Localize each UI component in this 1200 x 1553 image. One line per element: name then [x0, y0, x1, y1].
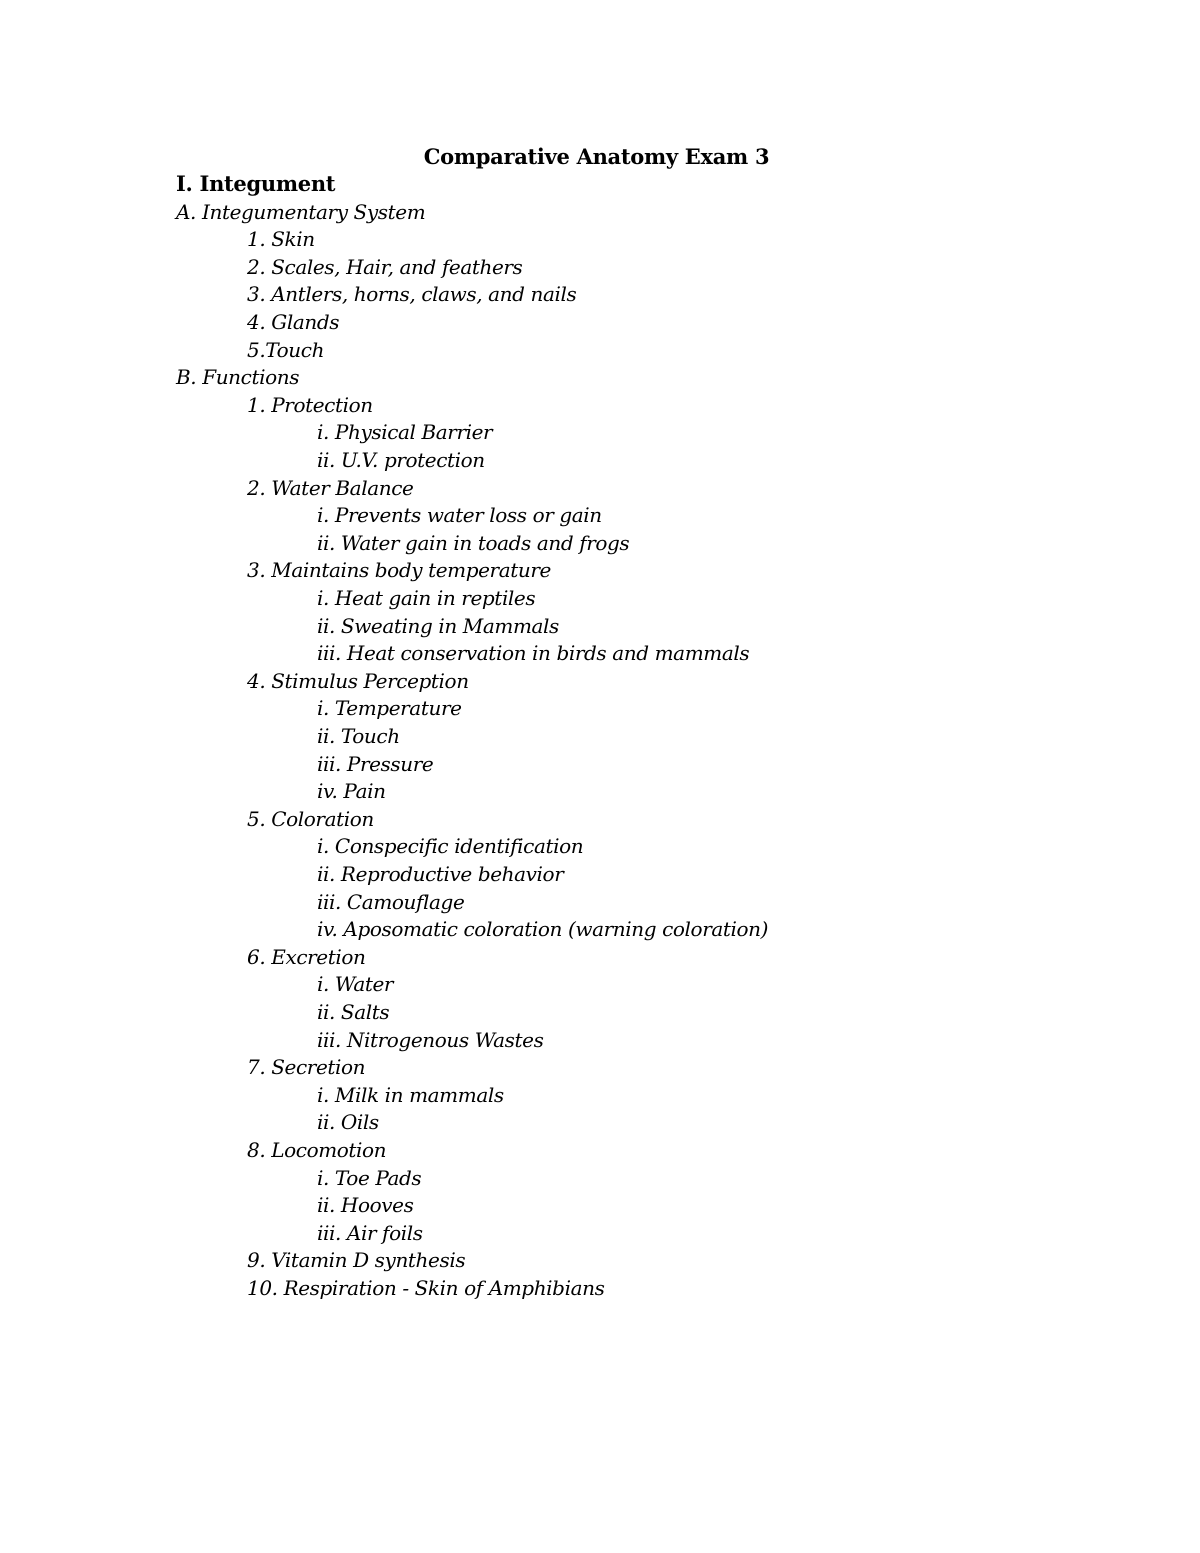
outline-subitem: i. Conspecific identification: [317, 834, 584, 859]
outline-item: 1. Skin: [247, 227, 315, 252]
outline-item: 5.Touch: [247, 337, 325, 362]
outline-subitem: i. Milk in mammals: [317, 1082, 504, 1107]
subsection-heading: B. Functions: [176, 365, 300, 390]
outline-item: 7. Secretion: [247, 1055, 366, 1080]
outline-subitem: ii. Salts: [317, 1000, 390, 1024]
outline-subitem: ii. Sweating in Mammals: [317, 613, 559, 638]
outline-subitem: i. Temperature: [317, 696, 462, 721]
section-heading: I. Integument: [176, 171, 336, 196]
outline-item: 5. Coloration: [247, 806, 374, 831]
outline-item: 6. Excretion: [247, 944, 366, 969]
outline-item: 1. Protection: [247, 392, 373, 417]
outline-subitem: iii. Camouflage: [317, 889, 465, 914]
subsection-heading: A. Integumentary System: [176, 199, 426, 224]
outline-subitem: i. Prevents water loss or gain: [317, 503, 602, 528]
outline-subitem: ii. U.V. protection: [317, 448, 485, 472]
outline-subitem: iii. Air foils: [317, 1220, 423, 1245]
outline-item: 3. Maintains body temperature: [247, 558, 551, 583]
outline-subitem: iii. Pressure: [317, 751, 434, 776]
outline-item: 3. Antlers, horns, claws, and nails: [247, 282, 577, 307]
outline-subitem: i. Physical Barrier: [317, 420, 493, 445]
outline-subitem: i. Heat gain in reptiles: [317, 586, 536, 610]
outline-item: 10. Respiration - Skin of Amphibians: [247, 1276, 605, 1300]
outline-subitem: iii. Heat conservation in birds and mammals: [317, 641, 750, 666]
outline-subitem: iv. Aposomatic coloration (warning coloration): [317, 917, 769, 942]
outline-subitem: iii. Nitrogenous Wastes: [317, 1027, 544, 1052]
outline-item: 4. Stimulus Perception: [247, 668, 469, 693]
outline-subitem: i. Water: [317, 972, 394, 997]
outline-item: 2. Scales, Hair, and feathers: [247, 254, 523, 279]
outline-subitem: ii. Touch: [317, 724, 400, 748]
outline-subitem: ii. Hooves: [317, 1193, 414, 1218]
outline-subitem: ii. Reproductive behavior: [317, 862, 564, 886]
outline-item: 8. Locomotion: [247, 1138, 387, 1162]
outline-subitem: iv. Pain: [317, 779, 386, 804]
outline-subitem: ii. Water gain in toads and frogs: [317, 530, 630, 555]
document-title: Comparative Anatomy Exam 3: [423, 144, 770, 169]
outline-item: 2. Water Balance: [247, 475, 414, 500]
outline-subitem: ii. Oils: [317, 1110, 379, 1135]
outline-subitem: i. Toe Pads: [317, 1165, 422, 1190]
outline-item: 4. Glands: [247, 310, 340, 334]
outline-item: 9. Vitamin D synthesis: [247, 1248, 466, 1273]
